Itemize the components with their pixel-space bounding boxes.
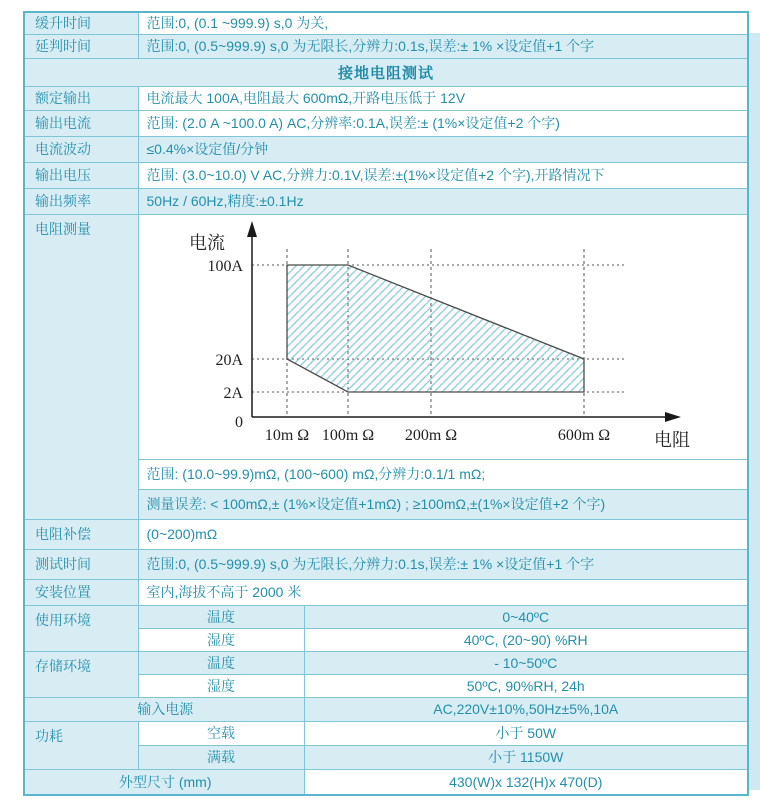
svg-text:2A: 2A	[222, 385, 243, 402]
sub-label: 湿度	[138, 674, 304, 697]
x-axis-arrow-icon	[665, 412, 681, 422]
row-label: 电阻测量	[24, 214, 138, 519]
row-resistance-measure-chart	[24, 214, 748, 459]
group-label: 使用环境	[24, 605, 138, 651]
row-value: 430(W)x 132(H)x 470(D)	[304, 769, 748, 795]
sub-label: 满载	[138, 745, 304, 769]
sub-label: 空载	[138, 721, 304, 745]
row-label: 延判时间	[24, 34, 138, 58]
row-ramp-time	[24, 12, 748, 34]
row-value: 室内,海拔不高于 2000 米	[138, 579, 748, 605]
row-label: 额定输出	[24, 86, 138, 110]
row-value: 电流最大 100A,电阻最大 600mΩ,开路电压低于 12V	[138, 86, 748, 110]
resistance-current-chart	[139, 215, 745, 458]
row-value: 范围:0, (0.5~999.9) s,0 为无限长,分辨力:0.1s,误差:± 1% ×设定值+1 个字	[138, 34, 748, 58]
row-current-ripple	[24, 136, 748, 162]
row-label: 输入电源	[24, 697, 304, 721]
sub-value: - 10~50ºC	[304, 651, 748, 674]
row-test-time	[24, 549, 748, 579]
row-output-voltage	[24, 162, 748, 188]
sub-value: 小于 50W	[304, 721, 748, 745]
row-value: AC,220V±10%,50Hz±5%,10A	[304, 697, 748, 721]
svg-text:电流: 电流	[188, 233, 225, 253]
row-dimensions	[24, 769, 748, 795]
sub-value: 小于 1150W	[304, 745, 748, 769]
row-input-power	[24, 697, 748, 721]
row-label: 安装位置	[24, 579, 138, 605]
svg-text:100A: 100A	[206, 258, 243, 275]
row-value: (0~200)mΩ	[138, 519, 748, 549]
row-value: ≤0.4%×设定值/分钟	[138, 136, 748, 162]
row-label: 缓升时间	[24, 12, 138, 34]
row-label: 电阻补偿	[24, 519, 138, 549]
row-rated-output	[24, 86, 748, 110]
row-value: 范围: (10.0~99.9)mΩ, (100~600) mΩ,分辨力:0.1/1 mΩ;	[138, 459, 748, 489]
row-value: 范围:0, (0.5~999.9) s,0 为无限长,分辨力:0.1s,误差:± 1% ×设定值+1 个字	[138, 549, 748, 579]
sub-label: 湿度	[138, 628, 304, 651]
svg-text:0: 0	[234, 414, 243, 431]
row-label: 测试时间	[24, 549, 138, 579]
chart-cell	[138, 214, 748, 459]
row-power-noload	[24, 721, 748, 745]
group-label: 功耗	[24, 721, 138, 769]
row-section-header	[24, 58, 748, 86]
svg-text:电阻: 电阻	[653, 430, 690, 450]
row-delay-judge-time	[24, 34, 748, 58]
row-label: 电流波动	[24, 136, 138, 162]
row-value: 范围: (3.0~10.0) V AC,分辨力:0.1V,误差:±(1%×设定值+2 个字),开路情况下	[138, 162, 748, 188]
svg-text:100m Ω: 100m Ω	[321, 427, 374, 444]
row-label: 输出频率	[24, 188, 138, 214]
group-label: 存储环境	[24, 651, 138, 697]
y-axis-arrow-icon	[247, 221, 257, 237]
row-install-location	[24, 579, 748, 605]
row-label: 输出电压	[24, 162, 138, 188]
section-header: 接地电阻测试	[24, 58, 748, 86]
sub-label: 温度	[138, 605, 304, 628]
svg-text:10m Ω: 10m Ω	[264, 427, 309, 444]
row-output-frequency	[24, 188, 748, 214]
row-label: 外型尺寸 (mm)	[24, 769, 304, 795]
row-operating-env-temp	[24, 605, 748, 628]
row-storage-env-temp	[24, 651, 748, 674]
sub-value: 50ºC, 90%RH, 24h	[304, 674, 748, 697]
svg-text:200m Ω: 200m Ω	[404, 427, 457, 444]
spec-table	[23, 11, 749, 796]
svg-text:600m Ω: 600m Ω	[557, 427, 610, 444]
row-output-current	[24, 110, 748, 136]
row-value: 测量误差: < 100mΩ,± (1%×设定值+1mΩ) ; ≥100mΩ,±(1%×设定值+2 个字)	[138, 489, 748, 519]
svg-text:20A: 20A	[214, 352, 243, 369]
sub-value: 40ºC, (20~90) %RH	[304, 628, 748, 651]
sub-label: 温度	[138, 651, 304, 674]
row-value: 范围: (2.0 A ~100.0 A) AC,分辨率:0.1A,误差:± (1%×设定值+2 个字)	[138, 110, 748, 136]
row-resistance-compensation	[24, 519, 748, 549]
row-value: 范围:0, (0.1 ~999.9) s,0 为关,	[138, 12, 748, 34]
row-value: 50Hz / 60Hz,精度:±0.1Hz	[138, 188, 748, 214]
sub-value: 0~40ºC	[304, 605, 748, 628]
row-label: 输出电流	[24, 110, 138, 136]
